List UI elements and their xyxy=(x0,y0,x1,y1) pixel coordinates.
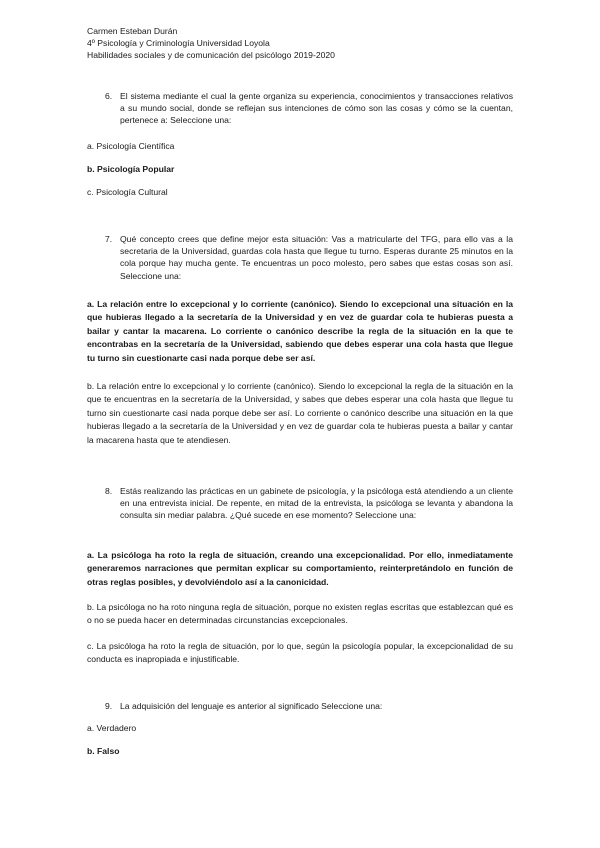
question-text: Estás realizando las prácticas en un gabinete de psicología, y la psicóloga está atendiendo a un cliente en una entrevista inicial. De repente, en mitad de la entrevista, la psicóloga se levanta y abandona la consulta sin mediar palabra. ¿Qué sucede en ese momento? Seleccione una: xyxy=(120,486,513,521)
question-number: 8. xyxy=(105,486,113,496)
question-text: La adquisición del lenguaje es anterior al significado Seleccione una: xyxy=(120,701,383,711)
author-name: Carmen Esteban Durán xyxy=(87,26,178,36)
answer-option-selected[interactable]: b. Falso xyxy=(87,746,120,756)
answer-option[interactable]: a. Psicología Científica xyxy=(87,141,175,151)
question-text: El sistema mediante el cual la gente organiza su experiencia, conocimientos y transacciones relativos a su mundo social, donde se reflejan sus intenciones de cómo son las cosas y cómo se la cuentan, pertenece a: Seleccione una: xyxy=(120,91,513,126)
question-9 xyxy=(87,700,513,712)
course-name: 4º Psicología y Criminología Universidad Loyola xyxy=(87,38,270,49)
question-text: Qué concepto crees que define mejor esta situación: Vas a matricularte del TFG, para ello vas a la secretaria de la Universidad, guardas cola hasta que llegue tu turno. Esperas durante 25 minutos en la cola porque hay mucha gente. Te encuentras un poco molesto, pero sabes que estas cosas son así. Seleccione una: xyxy=(120,234,513,281)
document-header xyxy=(87,25,335,62)
question-8 xyxy=(87,485,513,522)
question-number: 7. xyxy=(105,234,113,244)
answer-option[interactable]: c. Psicología Cultural xyxy=(87,187,168,197)
answer-option[interactable]: b. La relación entre lo excepcional y lo corriente (canónico). Siendo lo excepcional la regla de la situación en la que te encuentras en la secretaría de la Universidad, y sabes que debes esperar una cola hasta que llegue tu turno sin cuestionarte casi nada porque debe ser así. Lo corriente o canónico describe una situación en la que hubieras llegado a la secretaría de la Universidad y en vez de guardar cola te hubieras puesta a bailar y cantar la macarena hasta que te atendiesen. xyxy=(87,381,513,445)
answer-option[interactable]: c. La psicóloga ha roto la regla de situación, por lo que, según la psicología popular, la excepcionalidad de su conducta es inapropiada e injustificable. xyxy=(87,641,513,665)
question-number: 6. xyxy=(105,91,113,101)
answer-option-selected[interactable]: a. La psicóloga ha roto la regla de situación, creando una excepcionalidad. Por ello, inmediatamente generaremos narraciones que permitan explicar su comportamiento, reinterpretándolo en función de otras reglas posibles, y devolviéndolo así a la canonicidad. xyxy=(87,550,513,587)
question-number: 9. xyxy=(105,701,113,711)
answer-option[interactable]: a. Verdadero xyxy=(87,723,137,733)
question-7 xyxy=(87,233,513,282)
answer-option-selected[interactable]: a. La relación entre lo excepcional y lo corriente (canónico). Siendo lo excepcional una situación en la que hubieras llegado a la secretaría de la Universidad y en vez de guardar cola te hubieras puesta a bailar y cantar la macarena. Lo corriente o canónico describe la regla de la situación en la que te encontrabas en la secretaría de la Universidad, sabiendo que debes esperar una cola hasta que llegue tu turno sin cuestionarte casi nada porque debe ser así. xyxy=(87,299,513,363)
answer-option-selected[interactable]: b. Psicología Popular xyxy=(87,164,175,174)
answer-option[interactable]: b. La psicóloga no ha roto ninguna regla de situación, porque no existen reglas escritas que establezcan qué es o no se pueda hacer en determinadas circunstancias excepcionales. xyxy=(87,602,513,626)
subject-name: Habilidades sociales y de comunicación del psicólogo 2019-2020 xyxy=(87,50,335,61)
question-6 xyxy=(87,90,513,127)
